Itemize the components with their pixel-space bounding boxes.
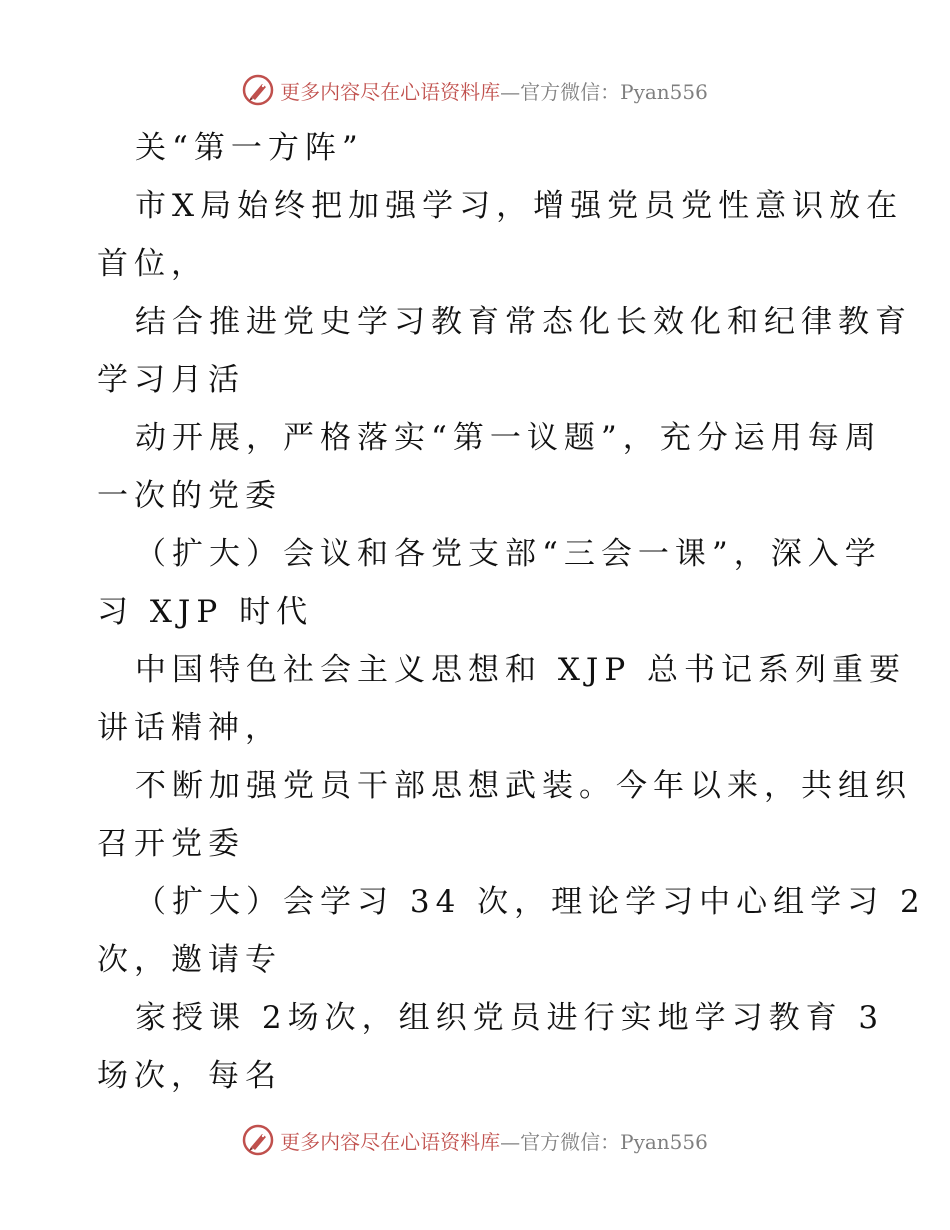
body-line: （扩大）会议和各党支部“三会一课”，深入学 bbox=[135, 536, 882, 572]
body-line: 次，邀请专 bbox=[97, 942, 282, 978]
banner-text bbox=[280, 76, 708, 105]
body-line: （扩大）会学习 34 次，理论学习中心组学习 2 bbox=[135, 884, 926, 920]
body-line: 家授课 2场次，组织党员进行实地学习教育 3 bbox=[135, 1000, 885, 1036]
body-line: 动开展，严格落实“第一议题”，充分运用每周 bbox=[135, 420, 882, 456]
banner-text-red: 更多内容尽在心语资料库 bbox=[280, 79, 501, 104]
body-line: 关“第一方阵” bbox=[135, 130, 364, 166]
pen-logo-icon bbox=[242, 1124, 274, 1156]
body-line: 市X局始终把加强学习，增强党员党性意识放在 bbox=[135, 188, 904, 224]
body-line: 一次的党委 bbox=[97, 478, 282, 514]
footer-banner bbox=[0, 1120, 950, 1160]
body-line: 结合推进党史学习教育常态化长效化和纪律教育 bbox=[135, 304, 912, 340]
body-line: 首位， bbox=[97, 246, 208, 282]
body-line: 习 XJP 时代 bbox=[97, 594, 314, 630]
body-line: 场次，每名 bbox=[97, 1058, 282, 1094]
banner-text bbox=[280, 1126, 708, 1155]
body-line: 不断加强党员干部思想武装。今年以来，共组织 bbox=[135, 768, 912, 804]
header-banner bbox=[0, 70, 950, 110]
body-line: 召开党委 bbox=[97, 826, 245, 862]
pen-logo-icon bbox=[242, 74, 274, 106]
banner-text-gray: —官方微信：Pyan556 bbox=[500, 1129, 708, 1154]
body-line: 讲话精神， bbox=[97, 710, 282, 746]
body-line: 学习月活 bbox=[97, 362, 245, 398]
body-line: 中国特色社会主义思想和 XJP 总书记系列重要 bbox=[135, 652, 907, 688]
banner-text-red: 更多内容尽在心语资料库 bbox=[280, 1129, 501, 1154]
banner-text-gray: —官方微信：Pyan556 bbox=[500, 79, 708, 104]
